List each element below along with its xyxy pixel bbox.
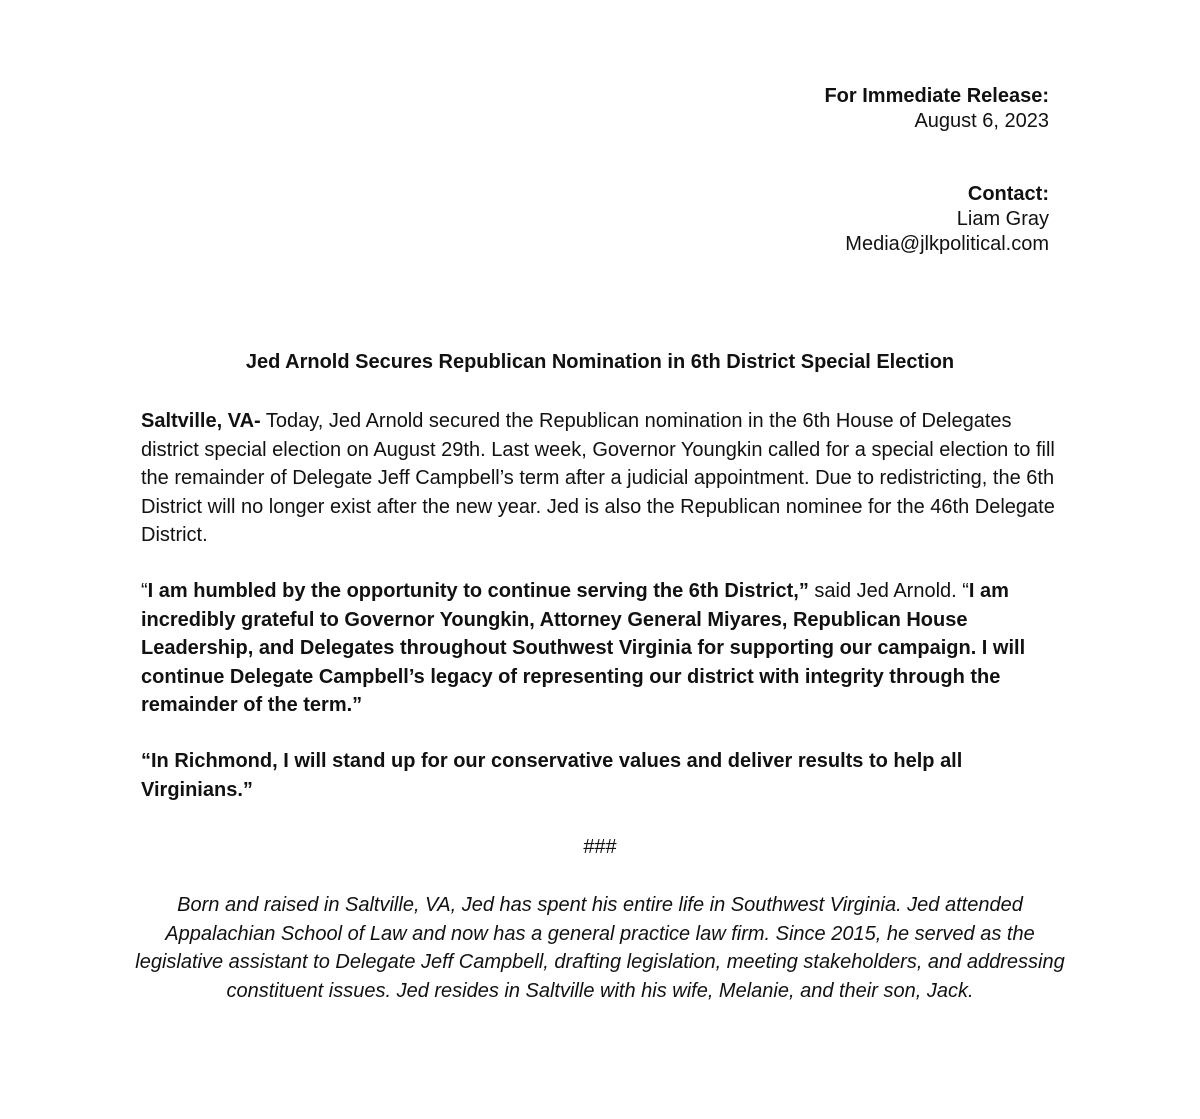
contact-label: Contact: — [967, 183, 1049, 205]
contact-email: Media@jlkpolitical.com — [845, 233, 1049, 255]
quote-two: I am incredibly grateful to Governor Youngkin, Attorney General Miyares, Republican House Leadership, and Delegates throughout Southwest Virginia for supporting our campaign. I will continue Delegate Campbell’s legacy of representing our district with integrity through the remainder of the term.” — [141, 580, 1026, 716]
end-mark: ### — [583, 836, 617, 858]
candidate-bio: Born and raised in Saltville, VA, Jed has spent his entire life in Southwest Virginia. Jed attended Appalachian School of Law and now has a general practice law firm. Since 2015, he served as the legislative assistant to Delegate Jeff Campbell, drafting legislation, meeting stakeholders, and addressing constituent issues. Jed resides in Saltville with his wife, Melanie, and their son, Jack. — [135, 894, 1065, 1002]
quote-attribution: said Jed Arnold. “ — [808, 580, 969, 602]
quote-one: I am humbled by the opportunity to continue serving the 6th District,” — [147, 580, 809, 602]
lead-text: Today, Jed Arnold secured the Republican nomination in the 6th House of Delegates district special election on August 29th. Last week, Governor Youngkin called for a special election to fill the remainder of Delegate Jeff Campbell’s term after a judicial appointment. Due to redistricting, the 6th District will no longer exist after the new year. Jed is also the Republican nominee for the 46th Delegate District. — [141, 410, 1055, 546]
contact-info — [845, 182, 1049, 257]
quote-paragraph — [141, 577, 1061, 720]
contact-name: Liam Gray — [956, 208, 1049, 230]
closing-quote: “In Richmond, I will stand up for our conservative values and deliver results to help all Virginians.” — [141, 750, 963, 801]
headline: Jed Arnold Secures Republican Nomination in 6th District Special Election — [245, 351, 955, 373]
lead-paragraph — [141, 407, 1061, 550]
release-date: August 6, 2023 — [914, 110, 1049, 132]
release-label: For Immediate Release: — [824, 85, 1049, 107]
dateline: Saltville, VA- — [141, 410, 261, 432]
release-info — [824, 84, 1049, 134]
open-quote-mark: “ — [141, 580, 148, 602]
